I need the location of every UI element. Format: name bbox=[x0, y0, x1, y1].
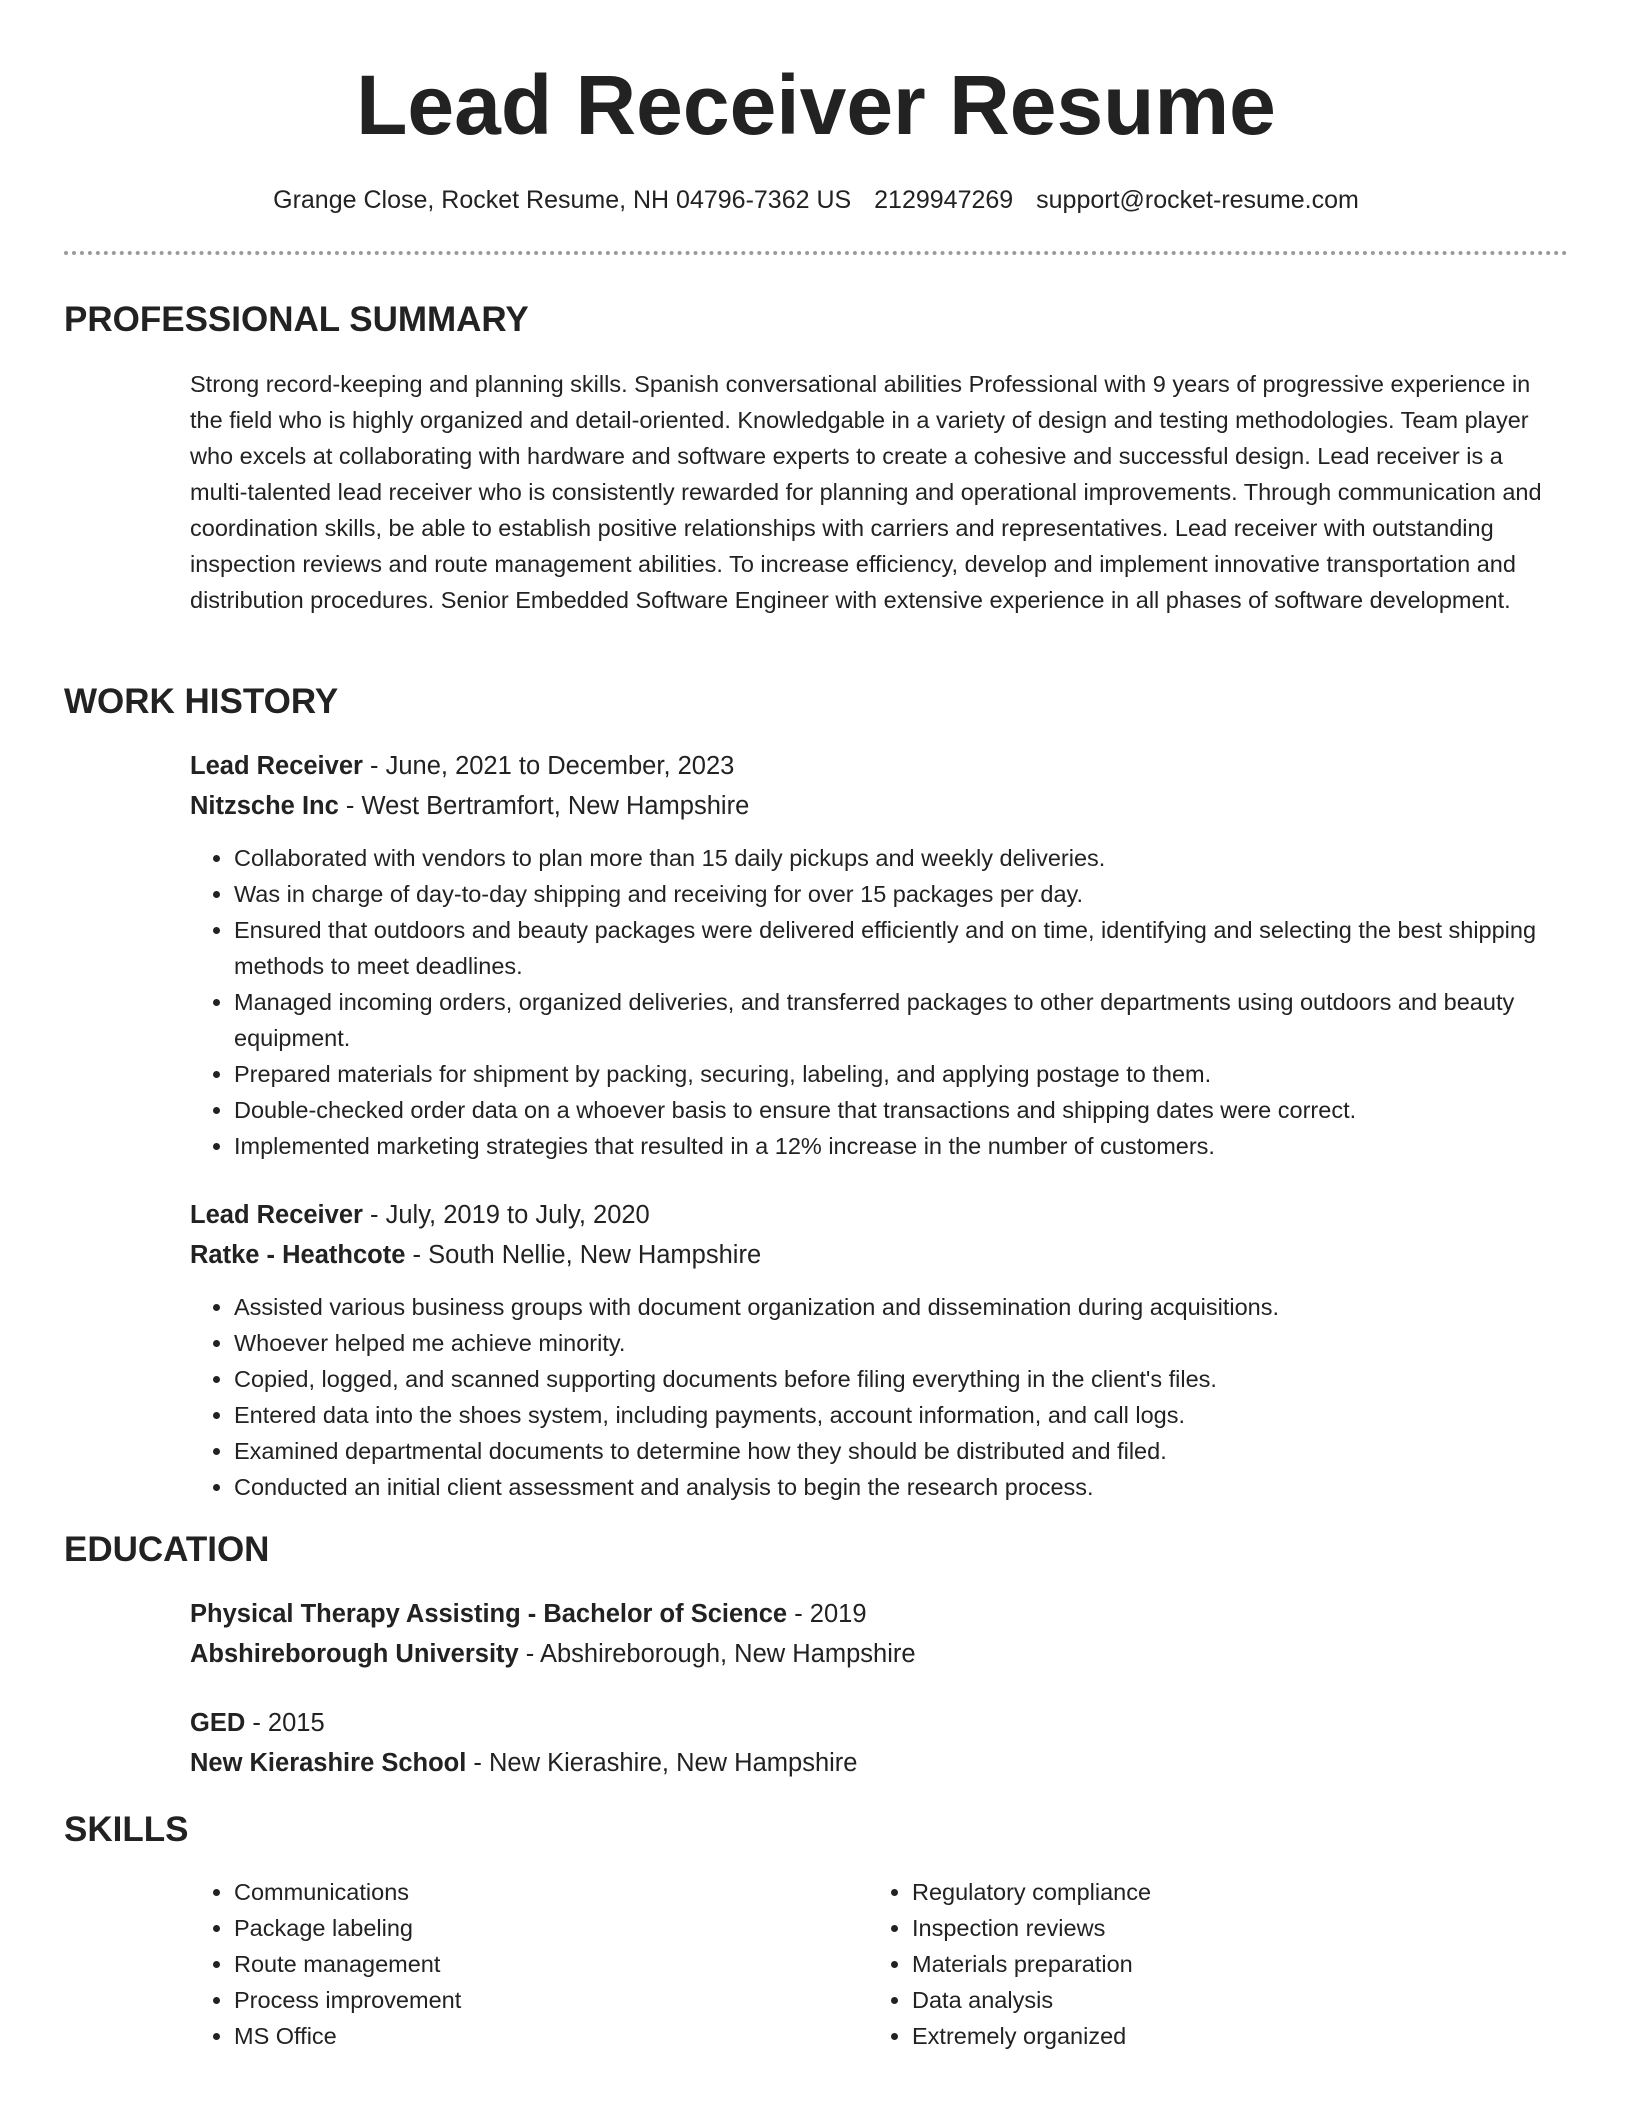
skill-item: • Inspection reviews bbox=[912, 1910, 1468, 1946]
skill-item: • Route management bbox=[234, 1946, 790, 1982]
education-school: New Kierashire School bbox=[190, 1749, 467, 1777]
list-item: • Prepared materials for shipment by packing, securing, labeling, and applying postage to them. bbox=[234, 1056, 1560, 1092]
list-item: • Collaborated with vendors to plan more than 15 daily pickups and weekly deliveries. bbox=[234, 840, 1560, 876]
skill-item: • Materials preparation bbox=[912, 1946, 1468, 1982]
education-degree: GED bbox=[190, 1709, 246, 1737]
education-school-line bbox=[190, 1636, 916, 1672]
skill-item: • Package labeling bbox=[234, 1910, 790, 1946]
list-item: • Whoever helped me achieve minority. bbox=[234, 1325, 1560, 1361]
job-bullets bbox=[190, 1289, 1560, 1505]
list-item: • Examined departmental documents to determine how they should be distributed and filed. bbox=[234, 1433, 1560, 1469]
job-location: - West Bertramfort, New Hampshire bbox=[338, 792, 750, 820]
summary-text: Strong record-keeping and planning skills. Spanish conversational abilities Professional with 9 years of progressive experience in the field who is highly organized and detail-oriented. Knowledgable in a variety of design and testing methodologies. Team player who excels at collaborating with hardware and software experts to create a cohesive and successful design. Lead receiver is a multi-talented lead receiver who is consistently rewarded for planning and operational improvements. Through communication and coordination skills, be able to establish positive relationships with carriers and representatives. Lead receiver with outstanding inspection reviews and route management abilities. To increase efficiency, develop and implement innovative transportation and distribution procedures. Senior Embedded Software Engineer with extensive experience in all phases of software development. bbox=[190, 371, 1542, 613]
list-item: • Conducted an initial client assessment and analysis to begin the research process. bbox=[234, 1469, 1560, 1505]
job-company-line bbox=[190, 1237, 761, 1273]
education-year: - 2019 bbox=[787, 1600, 867, 1628]
job-location: - South Nellie, New Hampshire bbox=[405, 1241, 762, 1269]
education-school: Abshireborough University bbox=[190, 1640, 519, 1668]
job-dates: - June, 2021 to December, 2023 bbox=[362, 752, 735, 780]
education-degree-line bbox=[190, 1596, 867, 1632]
education-year: - 2015 bbox=[245, 1709, 325, 1737]
job-title-line bbox=[190, 1197, 650, 1233]
job-bullets bbox=[190, 840, 1560, 1164]
job-company-line bbox=[190, 788, 749, 824]
list-item: • Managed incoming orders, organized deliveries, and transferred packages to other departments using outdoors and beauty equipment. bbox=[234, 984, 1560, 1056]
education-location: - New Kierashire, New Hampshire bbox=[466, 1749, 858, 1777]
job-role: Lead Receiver bbox=[190, 1201, 363, 1229]
skill-item: • MS Office bbox=[234, 2018, 790, 2054]
list-item: • Copied, logged, and scanned supporting documents before filing everything in the client's files. bbox=[234, 1361, 1560, 1397]
job-company: Nitzsche Inc bbox=[190, 792, 339, 820]
skill-item: • Process improvement bbox=[234, 1982, 790, 2018]
skills-list-left bbox=[190, 1874, 790, 2054]
list-item: • Ensured that outdoors and beauty packages were delivered efficiently and on time, identifying and selecting the best shipping methods to meet deadlines. bbox=[234, 912, 1560, 984]
section-title-work-history: WORK HISTORY bbox=[64, 682, 339, 721]
contact-address: Grange Close, Rocket Resume, NH 04796-7362 US bbox=[273, 186, 852, 214]
contact-line bbox=[0, 182, 1632, 218]
section-title-summary: PROFESSIONAL SUMMARY bbox=[64, 300, 529, 339]
job-dates: - July, 2019 to July, 2020 bbox=[362, 1201, 650, 1229]
education-degree: Physical Therapy Assisting - Bachelor of Science bbox=[190, 1600, 788, 1628]
skill-item: • Communications bbox=[234, 1874, 790, 1910]
skill-item: • Extremely organized bbox=[912, 2018, 1468, 2054]
header-divider bbox=[64, 251, 1568, 255]
job-company: Ratke - Heathcote bbox=[190, 1241, 406, 1269]
list-item: • Was in charge of day-to-day shipping and receiving for over 15 packages per day. bbox=[234, 876, 1560, 912]
contact-email: support@rocket-resume.com bbox=[1036, 186, 1359, 214]
job-title-line bbox=[190, 748, 734, 784]
contact-phone: 2129947269 bbox=[874, 186, 1014, 214]
section-title-education: EDUCATION bbox=[64, 1530, 270, 1569]
job-role: Lead Receiver bbox=[190, 752, 363, 780]
list-item: • Double-checked order data on a whoever basis to ensure that transactions and shipping dates were correct. bbox=[234, 1092, 1560, 1128]
resume-title: Lead Receiver Resume bbox=[356, 58, 1276, 152]
education-degree-line bbox=[190, 1705, 325, 1741]
list-item: • Assisted various business groups with document organization and dissemination during acquisitions. bbox=[234, 1289, 1560, 1325]
education-school-line bbox=[190, 1745, 857, 1781]
education-location: - Abshireborough, New Hampshire bbox=[518, 1640, 916, 1668]
skill-item: • Regulatory compliance bbox=[912, 1874, 1468, 1910]
list-item: • Implemented marketing strategies that resulted in a 12% increase in the number of customers. bbox=[234, 1128, 1560, 1164]
skill-item: • Data analysis bbox=[912, 1982, 1468, 2018]
list-item: • Entered data into the shoes system, including payments, account information, and call logs. bbox=[234, 1397, 1560, 1433]
skills-list-right bbox=[868, 1874, 1468, 2054]
section-title-skills: SKILLS bbox=[64, 1810, 189, 1849]
